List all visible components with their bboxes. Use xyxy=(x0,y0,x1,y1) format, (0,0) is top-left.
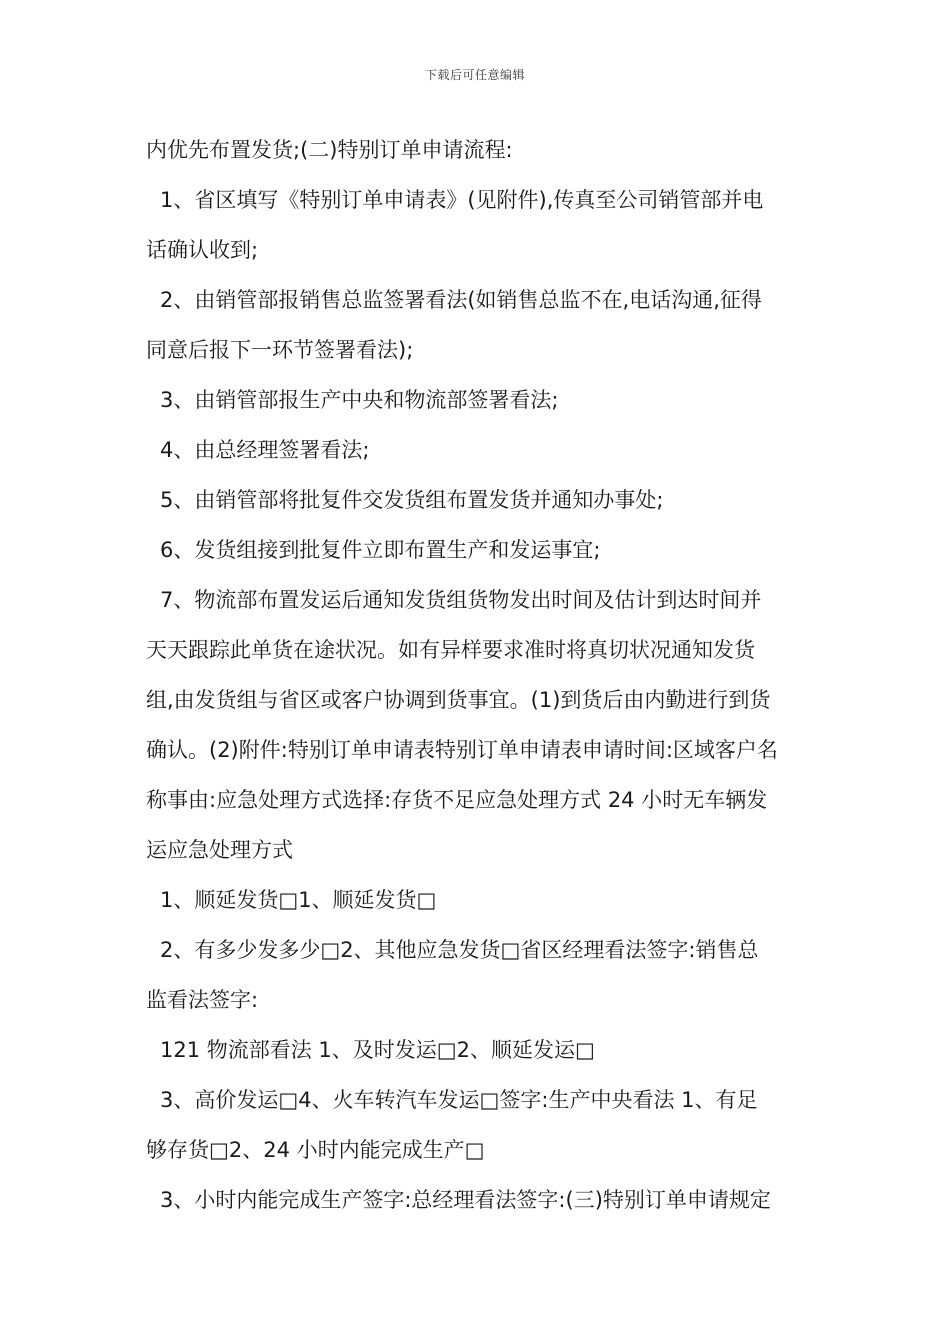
text-line: 2、由销管部报销售总监签署看法(如销售总监不在,电话沟通,征得 xyxy=(160,288,762,312)
text-line: 3、高价发运□4、火车转汽车发运□签字:生产中央看法 1、有足 xyxy=(160,1088,758,1112)
page-header: 下载后可任意编辑 xyxy=(424,68,525,82)
text-line: 6、发货组接到批复件立即布置生产和发运事宜; xyxy=(160,538,601,562)
document-body xyxy=(146,125,810,1225)
text-line: 够存货□2、24 小时内能完成生产□ xyxy=(146,1138,485,1162)
text-line: 3、由销管部报生产中央和物流部签署看法; xyxy=(160,388,559,412)
text-line: 4、由总经理签署看法; xyxy=(160,438,370,462)
text-line: 1、顺延发货□1、顺延发货□ xyxy=(160,888,437,912)
text-line: 121 物流部看法 1、及时发运□2、顺延发运□ xyxy=(160,1038,595,1062)
text-line: 2、有多少发多少□2、其他应急发货□省区经理看法签字:销售总 xyxy=(160,938,759,962)
text-line: 1、省区填写《特别订单申请表》(见附件),传真至公司销管部并电 xyxy=(160,188,764,212)
text-line: 监看法签字: xyxy=(146,988,259,1012)
text-line: 确认。(2)附件:特别订单申请表特别订单申请表申请时间:区域客户名 xyxy=(146,738,778,762)
text-line: 称事由:应急处理方式选择:存货不足应急处理方式 24 小时无车辆发 xyxy=(146,788,768,812)
text-line: 话确认收到; xyxy=(146,238,259,262)
text-line: 天天跟踪此单货在途状况。如有异样要求准时将真切状况通知发货 xyxy=(146,638,755,662)
text-line: 7、物流部布置发运后通知发货组货物发出时间及估计到达时间并 xyxy=(160,588,762,612)
text-line: 3、小时内能完成生产签字:总经理看法签字:(三)特别订单申请规定 xyxy=(160,1188,771,1212)
text-line: 运应急处理方式 xyxy=(146,838,293,862)
text-line: 同意后报下一环节签署看法); xyxy=(146,338,414,362)
text-line: 内优先布置发货;(二)特别订单申请流程: xyxy=(146,138,513,162)
text-line: 5、由销管部将批复件交发货组布置发货并通知办事处; xyxy=(160,488,664,512)
text-line: 组,由发货组与省区或客户协调到货事宜。(1)到货后由内勤进行到货 xyxy=(146,688,771,712)
